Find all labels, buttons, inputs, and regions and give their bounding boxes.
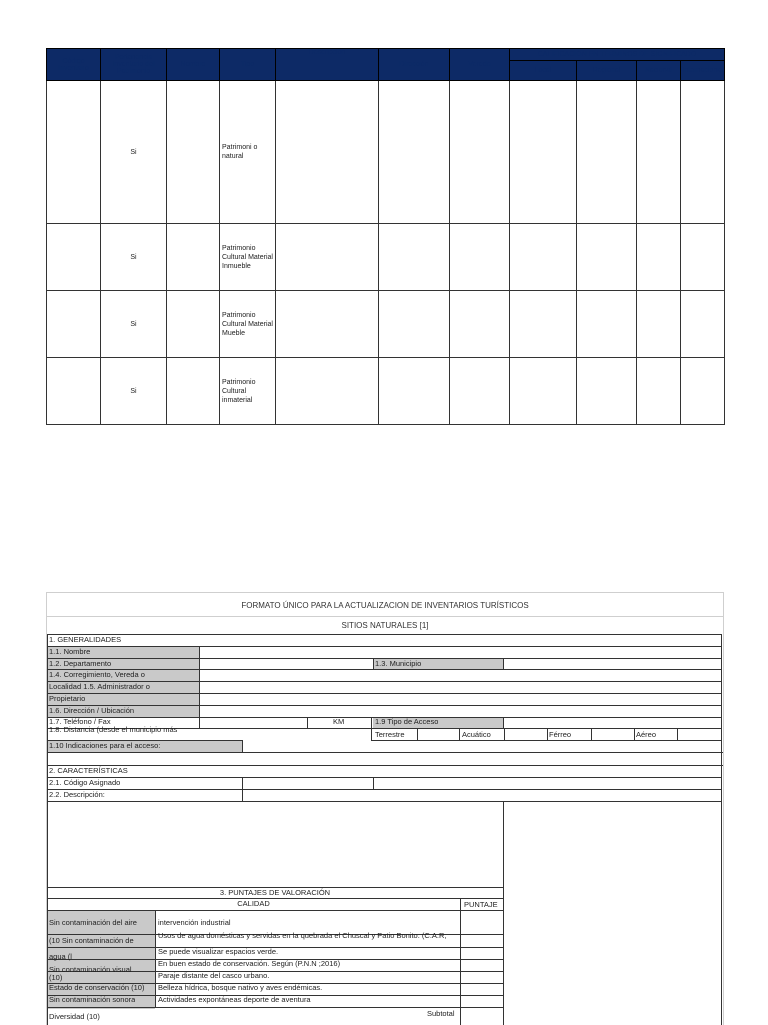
section-generalidades: 1. GENERALIDADES — [49, 635, 122, 644]
label-estado: Estado de conservación (10) — [49, 983, 145, 992]
label-descripcion: 2.2. Descripción: — [49, 790, 105, 799]
cell-tipo: Patrimonio Cultural Material Inmueble — [220, 224, 276, 291]
inventory-table — [46, 48, 725, 425]
section-puntajes: 3. PUNTAJES DE VALORACIÓN — [219, 888, 331, 897]
format-title: FORMATO ÚNICO PARA LA ACTUALIZACION DE INVENTARIOS TURÍSTICOS — [241, 601, 529, 610]
label-terrestre: Terrestre — [375, 730, 405, 739]
label-tipo-acceso: 1.9 Tipo de Acceso — [375, 717, 439, 726]
label-codigo: 2.1. Código Asignado — [49, 778, 121, 787]
cell-tipo: Patrimonio Cultural Material Mueble — [220, 291, 276, 358]
header-nombre: Nombre — [167, 49, 220, 81]
header-nacional: Nacional — [637, 61, 681, 81]
header-puntaje: PUNTAJE — [464, 900, 498, 909]
text-usos-agua: Usos de agua domésticas y servidas en la quebrada el Chuscal y Patio Bonito. (C.A.R, — [158, 931, 447, 940]
header-local: Local — [510, 61, 577, 81]
label-acuatico: Acuático — [462, 730, 491, 739]
label-municipio: 1.3. Municipio — [375, 659, 422, 668]
label-sin-aire: Sin contaminación del aire — [49, 918, 137, 927]
table-row — [47, 224, 725, 291]
label-corregimiento: 1.4. Corregimiento, Vereda o — [49, 670, 145, 679]
header-calidad: CALIDAD — [237, 899, 270, 908]
label-agua: agua (l — [49, 952, 72, 961]
label-distancia: 1.8. Distancia (desde el municipio más — [49, 725, 178, 734]
header-direccion: Dirección — [379, 49, 450, 81]
text-intervencion: intervención industrial — [158, 918, 231, 927]
header-pertenencia: Pertenencia Inventario del Patrimonio — [101, 49, 167, 81]
header-regional: Regional — [577, 61, 637, 81]
cell-pertenencia: Si — [101, 81, 167, 224]
text-paraje: Paraje distante del casco urbano. — [158, 971, 270, 980]
table-row — [47, 358, 725, 425]
cell-pertenencia: Si — [101, 358, 167, 425]
cell-pertenencia: Si — [101, 291, 167, 358]
label-direccion: 1.6. Dirección / Ubicación — [49, 706, 135, 715]
label-propietario: Propietario — [49, 694, 86, 703]
label-visual: Sin contaminación visual — [49, 965, 132, 974]
label-sin-agua: (10 Sin contaminación de — [49, 936, 134, 945]
header-internacional: Internacional — [681, 61, 725, 81]
label-nombre: 1.1. Nombre — [49, 647, 91, 656]
header-vereda: Vereda — [450, 49, 510, 81]
text-buen-estado: En buen estado de conservación. Según (P.N.N ;2016) — [158, 959, 341, 968]
header-calificacion: CALIFICACIÓN EN TÉRMINOS DE SIGNIFICADO — [510, 49, 725, 61]
header-descripcion: Descripción — [276, 49, 379, 81]
cell-pertenencia: Si — [101, 224, 167, 291]
text-belleza: Belleza hídrica, bosque nativo y aves endémicas. — [158, 983, 323, 992]
text-espacios: Se puede visualizar espacios verde. — [158, 947, 279, 956]
table-row — [47, 291, 725, 358]
format-form — [46, 592, 724, 1025]
label-subtotal: Subtotal — [427, 1009, 455, 1018]
cell-tipo: Patrimonio Cultural inmaterial — [220, 358, 276, 425]
cell-tipo: Patrimoni o natural — [220, 81, 276, 224]
table-row — [47, 81, 725, 224]
section-caracteristicas: 2. CARACTERÍSTICAS — [49, 766, 128, 775]
label-departamento: 1.2. Departamento — [49, 659, 112, 668]
text-actividades: Actividades expontáneas deporte de aventura — [158, 995, 311, 1004]
label-indicaciones: 1.10 Indicaciones para el acceso: — [49, 741, 161, 750]
header-codigo: Código Inventario — [47, 49, 101, 81]
label-telefono: 1.7. Teléfono / Fax — [49, 717, 111, 726]
format-subtitle: SITIOS NATURALES [1] — [341, 621, 429, 630]
label-diversidad: Diversidad (10) — [49, 1012, 100, 1021]
header-tipo: Tipo — [220, 49, 276, 81]
label-localidad: Localidad 1.5. Administrador o — [49, 682, 150, 691]
label-aereo: Aéreo — [636, 730, 657, 739]
label-sonora: Sin contaminación sonora — [49, 995, 136, 1004]
label-km: KM — [333, 717, 345, 726]
label-diez: (10) — [49, 973, 63, 982]
label-ferreo: Férreo — [549, 730, 572, 739]
